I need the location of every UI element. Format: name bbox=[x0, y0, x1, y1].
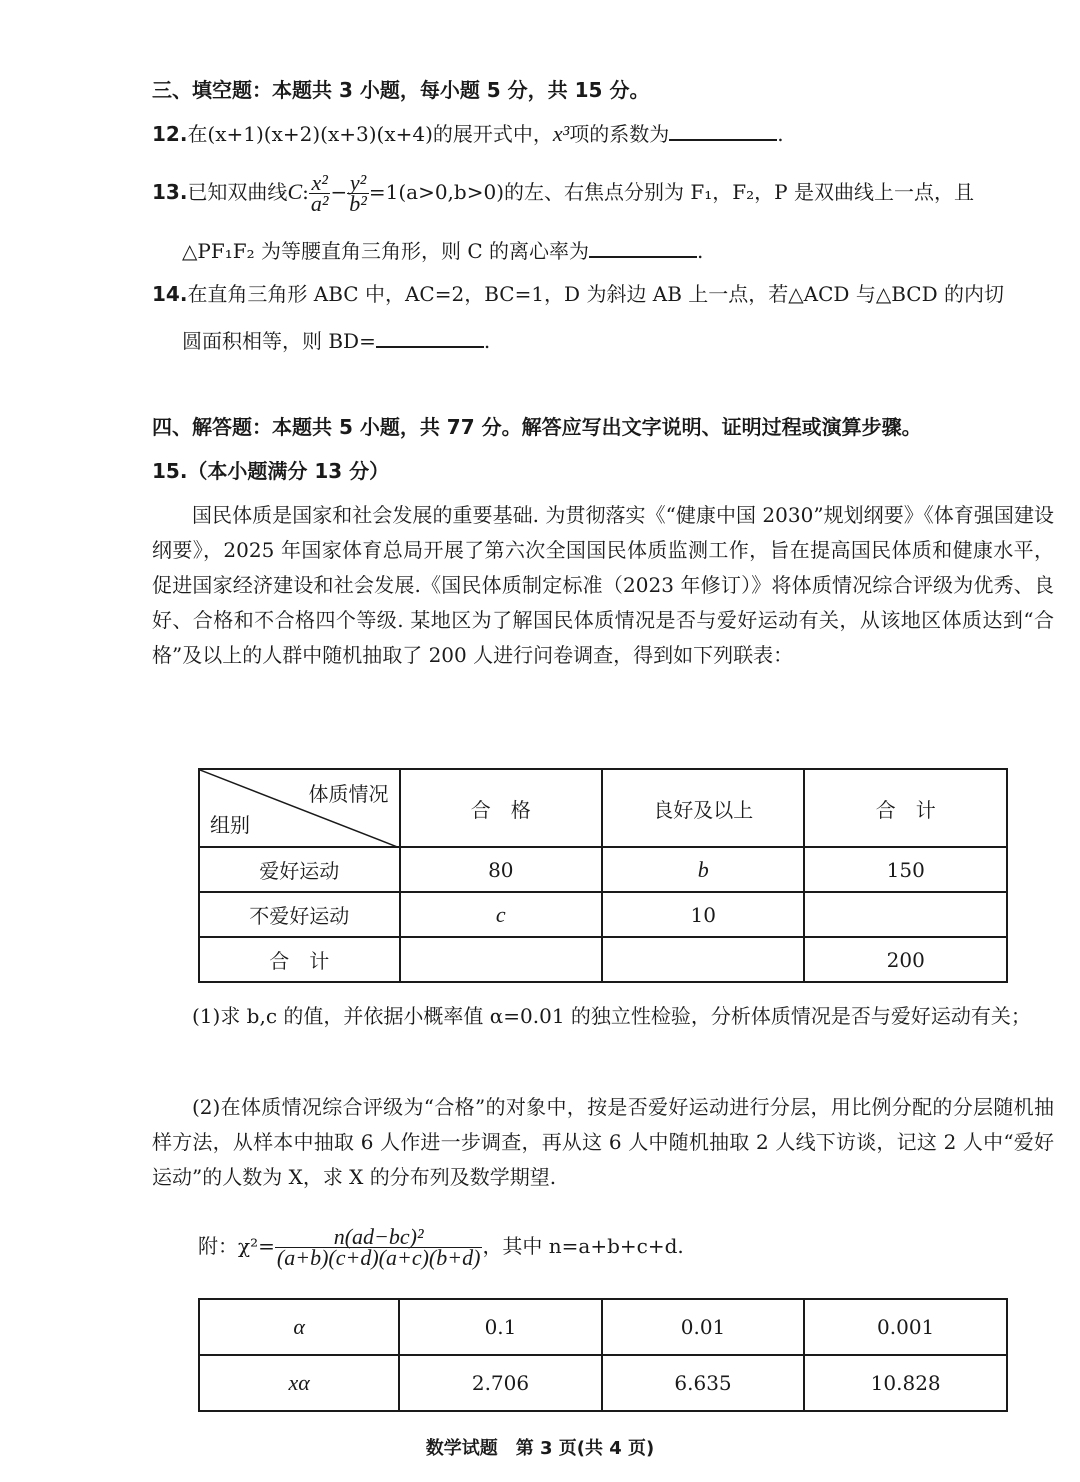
formula-denominator: (a+b)(c+d)(a+c)(b+d) bbox=[276, 1245, 481, 1270]
corner-top-label: 体质情况 bbox=[308, 782, 389, 806]
table-cell: 200 bbox=[804, 937, 1007, 982]
question-14-number: 14. bbox=[152, 282, 188, 306]
table-row bbox=[199, 937, 1007, 982]
question-12 bbox=[152, 119, 784, 148]
question-12-text-after: 项的系数为 bbox=[569, 122, 670, 146]
row-label: 爱好运动 bbox=[199, 847, 400, 892]
question-15-part1: (1)求 b,c 的值，并依据小概率值 α=0.01 的独立性检验，分析体质情况是否与爱好运动有关； bbox=[192, 1004, 1031, 1028]
critical-value-table bbox=[198, 1298, 1008, 1412]
curve-name: C bbox=[287, 179, 303, 204]
answer-blank-12[interactable] bbox=[669, 119, 777, 141]
critical-value: 6.635 bbox=[602, 1355, 805, 1411]
table-corner-cell bbox=[199, 769, 400, 847]
fraction-1-denominator: a² bbox=[310, 191, 329, 216]
question-15-intro: 国民体质是国家和社会发展的重要基础. 为贯彻落实《“健康中国 2030”规划纲要》《体育强国建设纲要》，2025 年国家体育总局开展了第六次全国国民体质监测工作，旨在提高国民体质和健康水平，促进国家经济建设和社会发展.《国民体质制定标准（2023 年修订）》将体质情况综合评级为优秀、良好、合格和不合格四个等级. 某地区为了解国民体质情况是否与爱好运动有关，从该地区体质达到“合格”及以上的人群中随机抽取了 200 人进行问卷调查，得到如下列联表： bbox=[152, 503, 1054, 667]
alpha-label: α bbox=[199, 1299, 399, 1355]
minus-sign: − bbox=[330, 180, 348, 204]
critical-value: 10.828 bbox=[804, 1355, 1007, 1411]
alpha-value: 0.001 bbox=[804, 1299, 1007, 1355]
alpha-value: 0.1 bbox=[399, 1299, 602, 1355]
chi-square-fraction bbox=[275, 1224, 483, 1270]
table-cell: b bbox=[602, 847, 804, 892]
fraction-2-numerator: y² bbox=[347, 173, 369, 194]
question-14-line2 bbox=[182, 326, 490, 355]
question-12-number: 12. bbox=[152, 122, 188, 146]
critical-x-label: xα bbox=[199, 1355, 399, 1411]
page-footer: 数学试题 第 3 页(共 4 页) bbox=[425, 1438, 655, 1459]
table-cell bbox=[602, 937, 804, 982]
question-14-text-line1: 在直角三角形 ABC 中，AC=2，BC=1，D 为斜边 AB 上一点，若△ACD 与△BCD 的内切 bbox=[187, 282, 1004, 306]
question-13-number: 13. bbox=[152, 180, 188, 204]
table-cell: c bbox=[400, 892, 603, 937]
alpha-value: 0.01 bbox=[602, 1299, 805, 1355]
question-15-header: 15.（本小题满分 13 分） bbox=[152, 459, 390, 483]
appendix-suffix: ，其中 n=a+b+c+d. bbox=[482, 1234, 684, 1258]
table-row bbox=[199, 1299, 1007, 1355]
table-row bbox=[199, 892, 1007, 937]
table-row bbox=[199, 847, 1007, 892]
row-label: 不爱好运动 bbox=[199, 892, 400, 937]
question-12-text: 在(x+1)(x+2)(x+3)(x+4)的展开式中， bbox=[187, 122, 553, 146]
table-cell: 150 bbox=[804, 847, 1007, 892]
fraction-x2-a2 bbox=[309, 170, 331, 216]
question-13-line2 bbox=[182, 236, 703, 265]
question-15-part2: (2)在体质情况综合评级为“合格”的对象中，按是否爱好运动进行分层，用比例分配的分层随机抽样方法，从样本中抽取 6 人作进一步调查，再从这 6 人中随机抽取 2 人线下访谈，记这 2 人中“爱好运动”的人数为 X，求 X 的分布列及数学期望. bbox=[152, 1095, 1054, 1189]
question-13-line1 bbox=[152, 170, 974, 214]
question-13-text-a: 已知双曲线 bbox=[187, 180, 288, 204]
fraction-1-numerator: x² bbox=[309, 173, 331, 194]
question-13-text-line2: △PF₁F₂ 为等腰直角三角形，则 C 的离心率为 bbox=[182, 239, 590, 263]
contingency-table bbox=[198, 768, 1008, 983]
table-header-cell: 良好及以上 bbox=[602, 769, 804, 847]
question-12-term: x³ bbox=[552, 121, 570, 146]
colon: : bbox=[302, 180, 309, 204]
table-row bbox=[199, 1355, 1007, 1411]
table-header-cell: 合 格 bbox=[400, 769, 603, 847]
appendix-formula bbox=[198, 1222, 684, 1270]
question-13-end: . bbox=[697, 239, 704, 263]
fraction-2-denominator: b² bbox=[349, 191, 367, 216]
answer-blank-14[interactable] bbox=[376, 326, 484, 348]
question-13-text-b: =1(a>0,b>0)的左、右焦点分别为 F₁，F₂，P 是双曲线上一点，且 bbox=[368, 180, 974, 204]
formula-numerator: n(ad−bc)² bbox=[275, 1227, 483, 1248]
table-header-cell: 合 计 bbox=[804, 769, 1007, 847]
question-14-end: . bbox=[483, 329, 491, 353]
table-cell bbox=[804, 892, 1007, 937]
answer-blank-13[interactable] bbox=[589, 236, 697, 258]
critical-value: 2.706 bbox=[399, 1355, 602, 1411]
corner-bottom-label: 组别 bbox=[210, 813, 250, 837]
section4-title: 四、解答题：本题共 5 小题，共 77 分。解答应写出文字说明、证明过程或演算步骤。 bbox=[152, 415, 922, 439]
table-cell bbox=[400, 937, 603, 982]
fraction-y2-b2 bbox=[347, 170, 369, 216]
section3-title: 三、填空题：本题共 3 小题，每小题 5 分，共 15 分。 bbox=[152, 78, 650, 102]
question-12-end: . bbox=[777, 122, 784, 146]
question-14-line1 bbox=[152, 280, 1004, 308]
row-label: 合 计 bbox=[199, 937, 400, 982]
appendix-prefix: 附：χ²= bbox=[198, 1234, 275, 1258]
question-14-text-line2: 圆面积相等，则 BD= bbox=[182, 329, 376, 353]
table-cell: 80 bbox=[400, 847, 603, 892]
table-cell: 10 bbox=[602, 892, 804, 937]
